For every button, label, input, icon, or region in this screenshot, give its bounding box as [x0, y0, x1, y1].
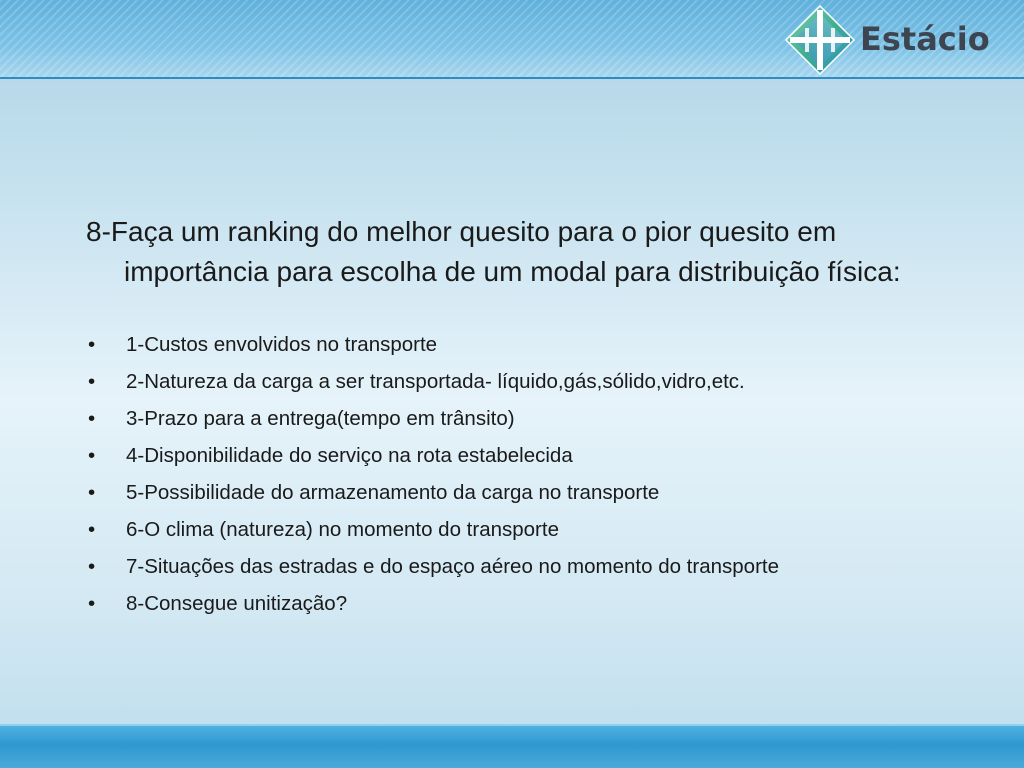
list-item — [86, 474, 966, 511]
header-bar — [0, 0, 1024, 79]
logo-wordmark: Estácio — [860, 20, 990, 58]
bullet-dot: • — [88, 518, 96, 541]
list-item-text: 6-O clima (natureza) no momento do transporte — [126, 518, 559, 541]
footer-bar — [0, 724, 1024, 768]
ranking-list — [86, 326, 966, 622]
list-item — [86, 437, 966, 474]
list-item — [86, 400, 966, 437]
estacio-logo — [784, 4, 1006, 76]
list-item-text: 3-Prazo para a entrega(tempo em trânsito) — [126, 407, 515, 430]
list-item-text: 7-Situações das estradas e do espaço aéreo no momento do transporte — [126, 555, 779, 578]
list-item-text: 5-Possibilidade do armazenamento da carga no transporte — [126, 481, 660, 504]
slide-content — [86, 212, 966, 622]
bullet-dot: • — [88, 407, 96, 430]
list-item — [86, 548, 966, 585]
list-item — [86, 511, 966, 548]
bullet-dot: • — [88, 444, 96, 467]
estacio-emblem-icon — [784, 4, 856, 76]
list-item-text: 8-Consegue unitização? — [126, 592, 348, 615]
list-item — [86, 363, 966, 400]
list-item-text: 1-Custos envolvidos no transporte — [126, 333, 438, 356]
list-item-text: 2-Natureza da carga a ser transportada- líquido,gás,sólido,vidro,etc. — [126, 370, 745, 393]
list-item — [86, 326, 966, 363]
list-item — [86, 585, 966, 622]
bullet-dot: • — [88, 370, 96, 393]
bullet-dot: • — [88, 333, 96, 356]
bullet-dot: • — [88, 555, 96, 578]
bullet-dot: • — [88, 592, 96, 615]
bullet-dot: • — [88, 481, 96, 504]
list-item-text: 4-Disponibilidade do serviço na rota estabelecida — [126, 444, 573, 467]
question-text: 8-Faça um ranking do melhor quesito para o pior quesito em importância para escolha de um modal para distribuição física: — [86, 216, 901, 287]
